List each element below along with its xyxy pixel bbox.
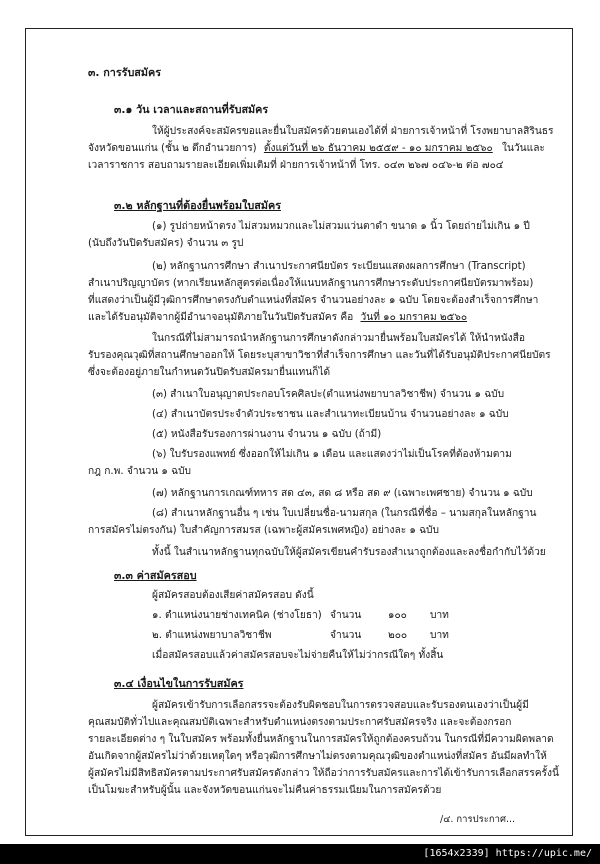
s32-para-2: รับรองคุณวุฒิที่สถานศึกษาออกให้ โดยระบุสาขาวิชาที่สำเร็จการศึกษา และวันที่ได้รับอนุมัติประกาศนียบัตร <box>88 350 551 361</box>
s31-line-2-end: ในวันและ <box>502 143 545 154</box>
s32-item-5: (๕) หนังสือรับรองการผ่านงาน จำนวน ๑ ฉบับ (ถ้ามี) <box>152 429 382 440</box>
fee-label: ๑. ตำแหน่งนายช่างเทคนิค (ช่างโยธา) <box>152 610 322 621</box>
fee-qty: จำนวน <box>330 610 362 621</box>
s31-line-3: เวลาราชการ สอบถามรายละเอียดเพิ่มเติมที่ ฝ่ายการเจ้าหน้าที่ โทร. ๐๔๓ ๒๖๗ ๐๔๖-๒ ต่อ ๗๐๔ <box>88 160 504 171</box>
fee-qty: จำนวน <box>330 630 362 641</box>
fee-amount: ๒๐๐ <box>388 630 408 641</box>
continuation-marker: /๔. การประกาศ... <box>440 814 516 825</box>
s34-line-3: รายละเอียดต่าง ๆ ในใบสมัคร พร้อมทั้งยื่นหลักฐานในการสมัครให้ถูกต้องครบถ้วน ในกรณีที่มีความผิดพลาด <box>88 734 554 745</box>
s32-item-1b: (นับถึงวันปิดรับสมัคร) จำนวน ๓ รูป <box>88 238 244 249</box>
watermark-bar <box>0 844 600 864</box>
fee-row <box>152 608 472 623</box>
s32-item-8b: การสมัครไม่ตรงกัน) ใบสำคัญการสมรส (เฉพาะผู้สมัครเพศหญิง) อย่างละ ๑ ฉบับ <box>88 525 439 536</box>
s32-item-4: (๔) สำเนาบัตรประจำตัวประชาชน และสำเนาทะเบียนบ้าน จำนวนอย่างละ ๑ ฉบับ <box>152 409 509 420</box>
section-3-3-title: ๓.๓ ค่าสมัครสอบ <box>114 569 197 582</box>
s34-line-1: ผู้สมัครเข้ารับการเลือกสรรจะต้องรับผิดชอบในการตรวจสอบและรับรองตนเองว่าเป็นผู้มี <box>152 700 529 711</box>
s32-item-6a: (๖) ใบรับรองแพทย์ ซึ่งออกให้ไม่เกิน ๑ เดือน และแสดงว่าไม่เป็นโรคที่ต้องห้ามตาม <box>152 449 512 460</box>
s32-item-3: (๓) สำเนาใบอนุญาตประกอบโรคศิลปะ(ตำแหน่งพยาบาลวิชาชีพ) จำนวน ๑ ฉบับ <box>152 389 505 400</box>
section-3-1-title: ๓.๑ วัน เวลาและสถานที่รับสมัคร <box>114 103 269 116</box>
s32-para-3: ซึ่งจะต้องอยู่ภายในกำหนดวันปิดรับสมัครมายื่นแทนก็ได้ <box>88 367 331 378</box>
fee-label: ๒. ตำแหน่งพยาบาลวิชาชีพ <box>152 630 272 641</box>
s32-item-8a: (๘) สำเนาหลักฐานอื่น ๆ เช่น ใบเปลี่ยนชื่อ-นามสกุล (ในกรณีที่ชื่อ – นามสกุลในหลักฐาน <box>152 508 537 519</box>
s32-para-1: ในกรณีที่ไม่สามารถนำหลักฐานการศึกษาดังกล่าวมายื่นพร้อมใบสมัครได้ ให้นำหนังสือ <box>152 333 525 344</box>
fee-row <box>152 628 472 643</box>
section-3-4-title: ๓.๔ เงื่อนไขในการรับสมัคร <box>114 677 244 690</box>
s31-location: จังหวัดขอนแก่น (ชั้น ๒ ตึกอำนวยการ) <box>88 143 257 154</box>
s34-line-6: เป็นโมฆะสำหรับผู้นั้น และจังหวัดขอนแก่นจะไม่คืนค่าธรรมเนียมในการสมัครด้วย <box>88 785 442 796</box>
s32-item-2a: (๒) หลักฐานการศึกษา สำเนาประกาศนียบัตร ระเบียนแสดงผลการศึกษา (Transcript) <box>152 261 526 272</box>
s31-dates: ตั้งแต่วันที่ ๒๖ ธันวาคม ๒๕๕๙ - ๑๐ มกราคม ๒๕๖๐ <box>263 143 493 154</box>
s32-note: ทั้งนี้ ในสำเนาหลักฐานทุกฉบับให้ผู้สมัครเขียนคำรับรองสำเนาถูกต้องและลงชื่อกำกับไว้ด้วย <box>152 547 546 558</box>
s34-line-2: คุณสมบัติทั่วไปและคุณสมบัติเฉพาะสำหรับตำแหน่งตรงตามประกาศรับสมัครจริง และจะต้องกรอก <box>88 717 512 728</box>
s32-deadline: วันที่ ๑๐ มกราคม ๒๕๖๐ <box>360 312 468 323</box>
section-3-title: ๓. การรับสมัคร <box>88 66 162 79</box>
s31-line-2 <box>88 141 545 156</box>
s34-line-4: อันเกิดจากผู้สมัครไม่ว่าด้วยเหตุใดๆ หรือวุฒิการศึกษาไม่ตรงตามคุณวุฒิของตำแหน่งที่สมัคร อันมีผลทำให้ <box>88 751 547 762</box>
s32-item-7: (๗) หลักฐานการเกณฑ์ทหาร สด ๔๓, สด ๘ หรือ สด ๙ (เฉพาะเพศชาย) จำนวน ๑ ฉบับ <box>152 488 533 499</box>
s33-note: เมื่อสมัครสอบแล้วค่าสมัครสอบจะไม่จ่ายคืนให้ไม่ว่ากรณีใดๆ ทั้งสิ้น <box>152 650 444 661</box>
watermark-text: [1654x2339] https://upic.me/ <box>423 848 592 859</box>
s32-item-2c: ที่แสดงว่าเป็นผู้มีวุฒิการศึกษาตรงกับตำแหน่งที่สมัคร จำนวนอย่างละ ๑ ฉบับ โดยจะต้องสำเร็จการศึกษา <box>88 295 539 306</box>
fee-amount: ๑๐๐ <box>388 610 407 621</box>
s32-item-2d <box>88 310 467 325</box>
s32-item-2d-text: และได้รับอนุมัติจากผู้มีอำนาจอนุมัติภายในวันปิดรับสมัคร คือ <box>88 312 354 323</box>
s32-item-6b: กฎ ก.พ. จำนวน ๑ ฉบับ <box>88 466 191 477</box>
s33-intro: ผู้สมัครสอบต้องเสียค่าสมัครสอบ ดังนี้ <box>152 590 314 601</box>
fee-unit: บาท <box>430 610 449 621</box>
section-3-2-title: ๓.๒ หลักฐานที่ต้องยื่นพร้อมใบสมัคร <box>114 199 281 212</box>
s34-line-5: ผู้สมัครไม่มีสิทธิสมัครตามประกาศรับสมัครดังกล่าว ให้ถือว่าการรับสมัครและการได้เข้ารับการเลือกสรรครั้งนี้ <box>88 768 559 779</box>
s31-line-1: ให้ผู้ประสงค์จะสมัครขอและยื่นใบสมัครด้วยตนเองได้ที่ ฝ่ายการเจ้าหน้าที่ โรงพยาบาลสิรินธร <box>152 126 554 137</box>
s32-item-2b: สำเนาปริญญาบัตร (หากเรียนหลักสูตรต่อเนื่องให้แนบหลักฐานการศึกษาระดับประกาศนียบัตรมาพร้อม) <box>88 278 534 289</box>
fee-unit: บาท <box>430 630 449 641</box>
s32-item-1a: (๑) รูปถ่ายหน้าตรง ไม่สวมหมวกและไม่สวมแว่นตาดำ ขนาด ๑ นิ้ว โดยถ่ายไม่เกิน ๑ ปี <box>152 221 530 232</box>
